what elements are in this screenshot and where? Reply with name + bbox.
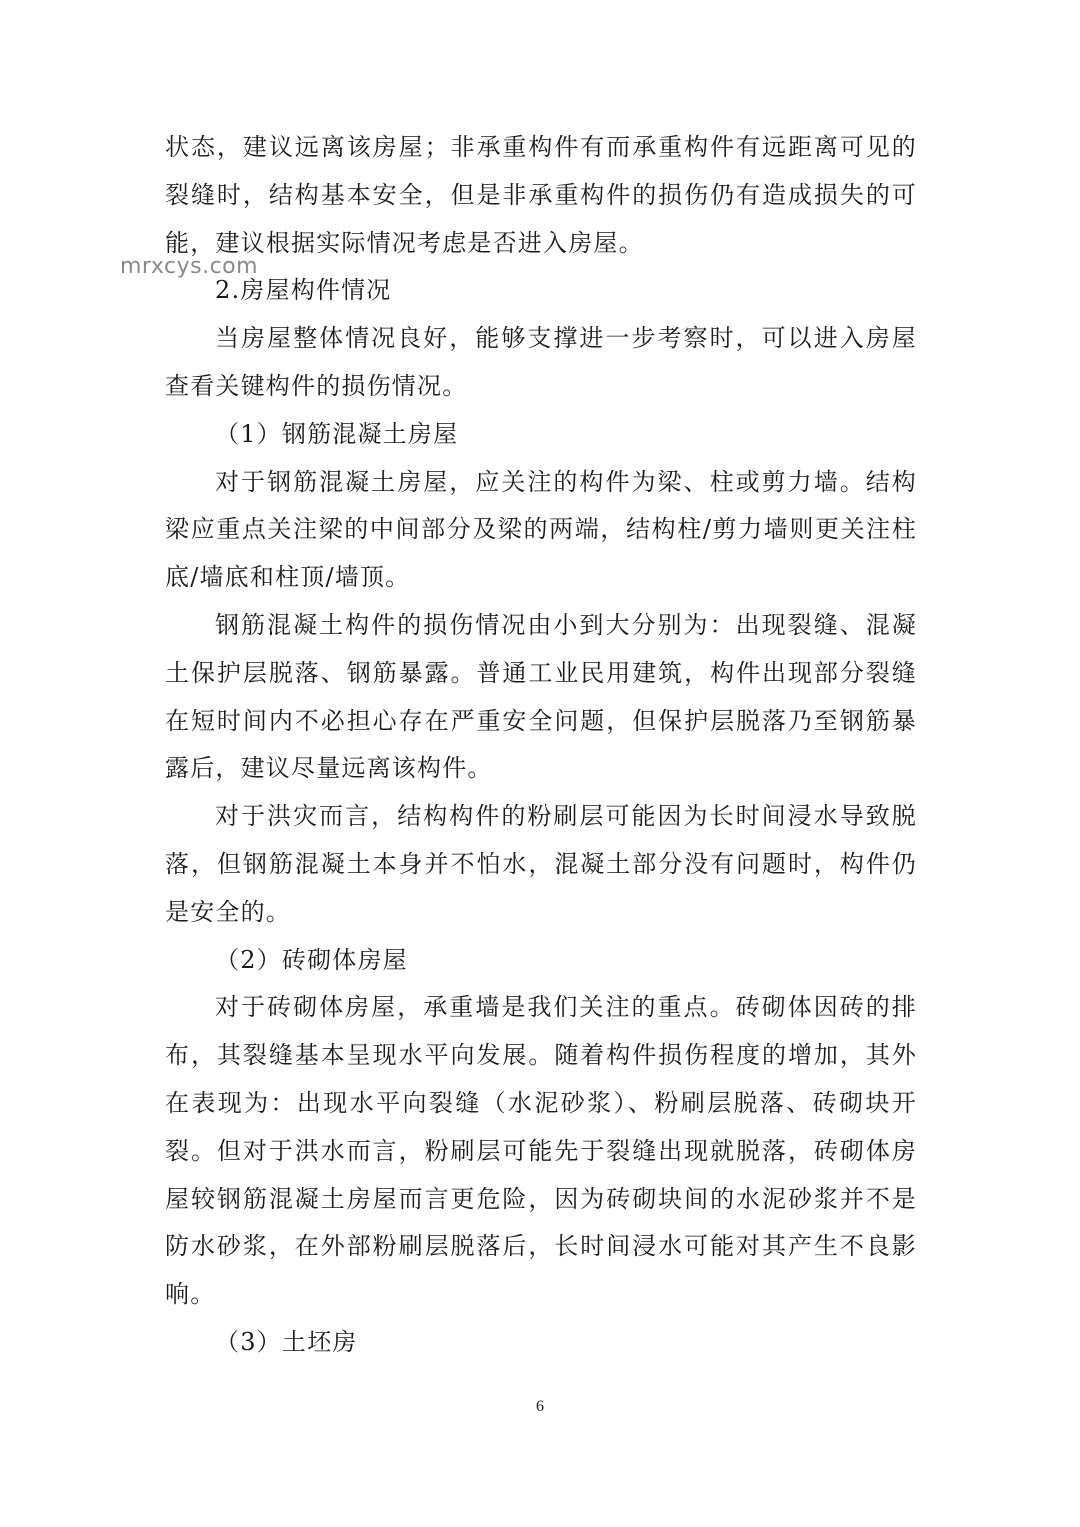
watermark-text: mrxcys.com bbox=[120, 254, 259, 279]
section-heading-building-components: 2.房屋构件情况 bbox=[215, 276, 392, 305]
paragraph: 钢筋混凝土构件的损伤情况由小到大分别为：出现裂缝、混凝土保护层脱落、钢筋暴露。普通工业民用建筑，构件出现部分裂缝在短时间内不必担心存在严重安全问题，但保护层脱落乃至钢筋暴露后，建议尽量远离该构件。 bbox=[165, 610, 917, 783]
paragraph: 对于砖砌体房屋，承重墙是我们关注的重点。砖砌体因砖的排布，其裂缝基本呈现水平向发展。随着构件损伤程度的增加，其外在表现为：出现水平向裂缝（水泥砂浆）、粉刷层脱落、砖砌块开裂。但对于洪水而言，粉刷层可能先于裂缝出现就脱落，砖砌体房屋较钢筋混凝土房屋而言更危险，因为砖砌块间的水泥砂浆并不是防水砂浆，在外部粉刷层脱落后，长时间浸水可能对其产生不良影响。 bbox=[165, 993, 917, 1309]
paragraph: 当房屋整体情况良好，能够支撑进一步考察时，可以进入房屋查看关键构件的损伤情况。 bbox=[165, 324, 917, 400]
paragraph: 对于钢筋混凝土房屋，应关注的构件为梁、柱或剪力墙。结构梁应重点关注梁的中间部分及梁的两端，结构柱/剪力墙则更关注柱底/墙底和柱顶/墙顶。 bbox=[165, 467, 917, 592]
paragraph-continuation: 状态，建议远离该房屋；非承重构件有而承重构件有远距离可见的裂缝时，结构基本安全，但是非承重构件的损伤仍有造成损失的可能，建议根据实际情况考虑是否进入房屋。 bbox=[165, 133, 917, 257]
subsection-heading-reinforced-concrete: （1）钢筋混凝土房屋 bbox=[215, 419, 459, 448]
subsection-heading-masonry: （2）砖砌体房屋 bbox=[215, 945, 408, 974]
subsection-heading-adobe-house: （3）土坯房 bbox=[215, 1327, 358, 1356]
paragraph: 对于洪灾而言，结构构件的粉刷层可能因为长时间浸水导致脱落，但钢筋混凝土本身并不怕水，混凝土部分没有问题时，构件仍是安全的。 bbox=[165, 802, 917, 926]
page-number: 6 bbox=[536, 1398, 544, 1415]
body-text bbox=[165, 124, 917, 1367]
